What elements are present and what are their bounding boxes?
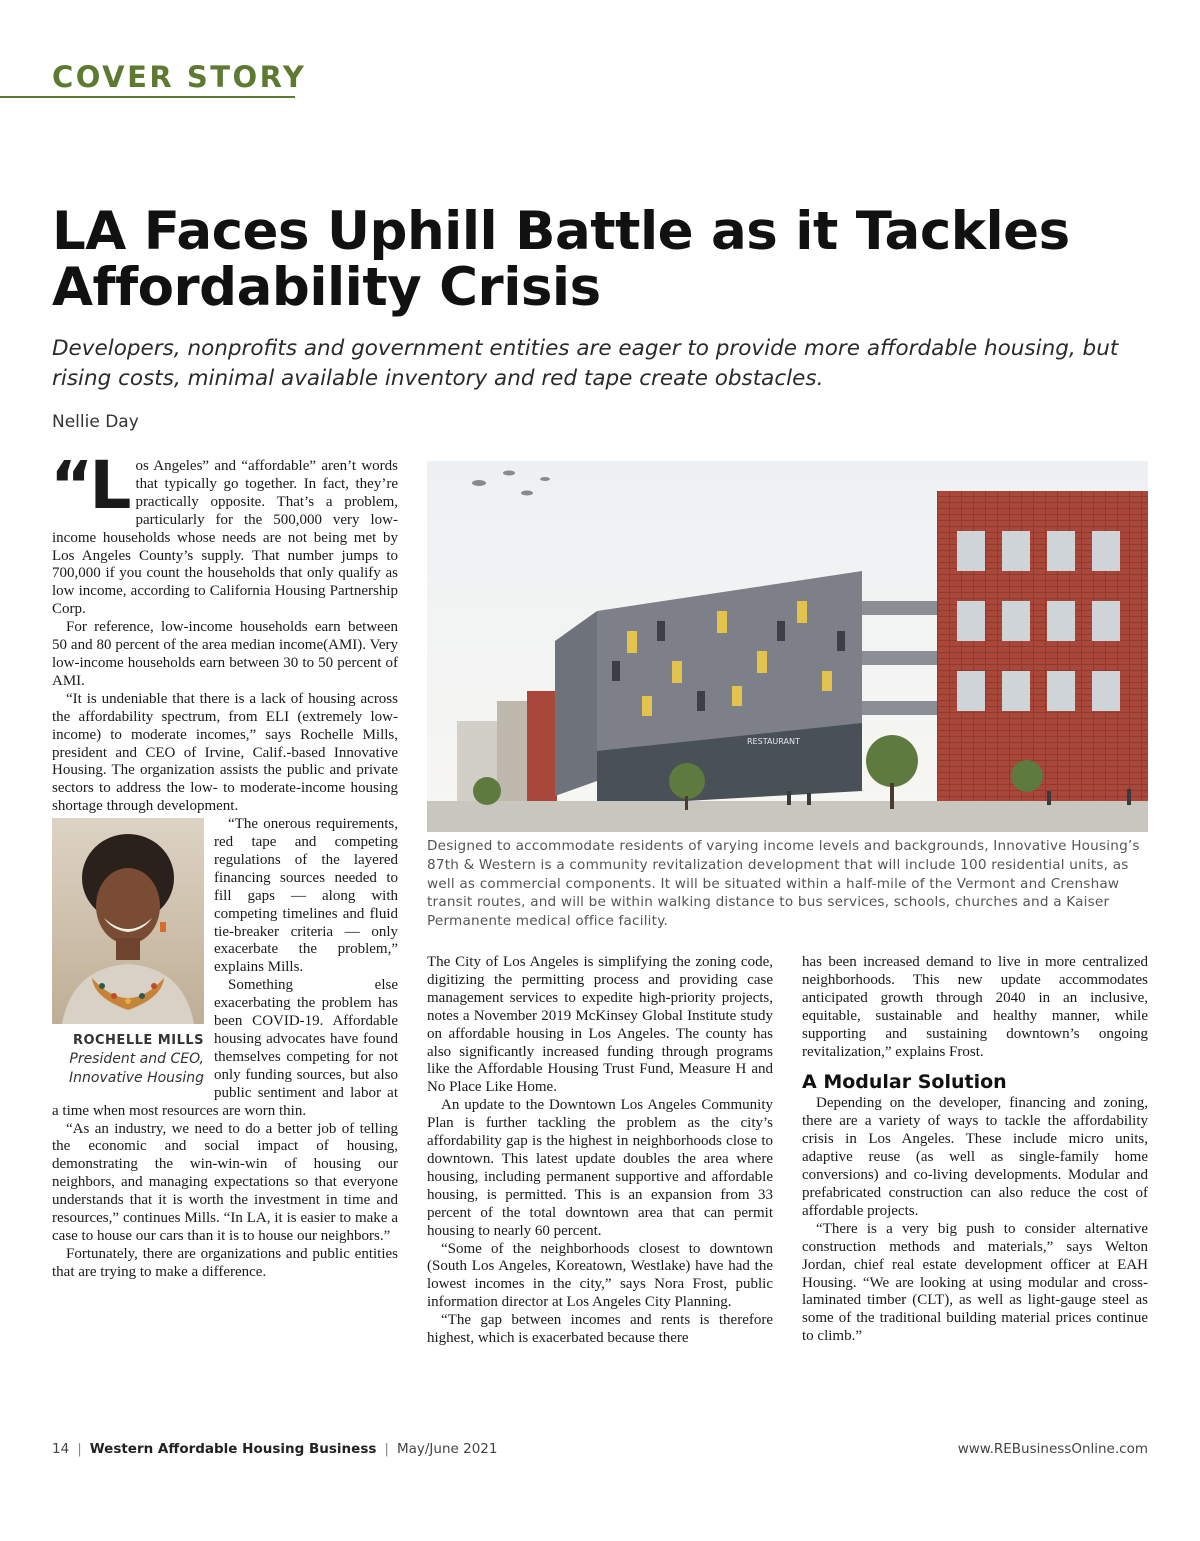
article-column-2: [427, 954, 773, 1348]
page-footer: [52, 1441, 1148, 1457]
paragraph: has been increased demand to live in more centralized neighborhoods. This new update accommodates anticipated growth through 2040 in an inclusive, equitable, sustainable and healthy manner, while supporting and sustaining downtown’s ongoing revitalization,” explains Frost.: [802, 954, 1148, 1060]
paragraph: Depending on the developer, financing and zoning, there are a variety of ways to tackle the affordability crisis in Los Angeles. These include micro units, adaptive reuse (as well as single-family home conversions) and co-living developments. Modular and prefabricated construction can also reduce the cost of affordable projects.: [802, 1095, 1148, 1219]
page-number: 14: [52, 1441, 70, 1457]
paragraph: “Some of the neighborhoods closest to downtown (South Los Angeles, Koreatown, Westlake) have had the lowest incomes in the city,” says Nora Frost, public information director at Los Angeles City Planning.: [427, 1240, 773, 1311]
portrait-caption-title: President and CEO,: [69, 1051, 204, 1068]
building-rendering-photo: [427, 461, 1148, 832]
paragraph: os Angeles” and “affordable” aren’t words that typically go together. In fact, they’re practically opposite. That’s a problem, particularly for the 500,000 very low-income households whose needs are not being met by Los Angeles County’s supply. That number jumps to 700,000 if you count the households that only qualify as low income, according to California Housing Partnership Corp.: [52, 458, 398, 618]
subhead: A Modular Solution: [802, 1071, 1007, 1094]
paragraph: An update to the Downtown Los Angeles Community Plan is further tackling the problem as the city’s affordability gap is the highest in neighborhoods close to downtown. This latest update doubles the area where housing, including permanent supportive and affordable housing, is permitted. This is an expansion from 33 percent of the total downtown area that can permit housing to nearly 60 percent.: [427, 1097, 773, 1239]
section-label: COVER STORY: [52, 60, 307, 94]
paragraph: “The gap between incomes and rents is therefore highest, which is exacerbated because there: [427, 1312, 773, 1347]
paragraph: Something else exacerbating the problem has been COVID-19. Affordable housing advocates have found themselves competing for not only funding sources, but also public sentiment and labor at a time when most resources are worn thin.: [52, 977, 398, 1119]
magazine-name: Western Affordable Housing Business: [89, 1441, 377, 1457]
footer-separator: |: [77, 1441, 82, 1457]
issue-date: May/June 2021: [396, 1441, 498, 1457]
paragraph: For reference, low-income households earn between 50 and 80 percent of the area median income(AMI). Very low-income households earn between 30 to 50 percent of AMI.: [52, 619, 398, 689]
photo-caption: Designed to accommodate residents of varying income levels and backgrounds, Innovative Housing’s 87th & Western is a community revitalization development that will include 100 residential units, as well as commercial components. It will be situated within a half-mile of the Vermont and Crenshaw transit routes, and will be within walking distance to bus services, schools, churches and a Kaiser Permanente medical office facility.: [427, 838, 1140, 930]
restaurant-sign: RESTAURANT: [747, 737, 800, 746]
paragraph: The City of Los Angeles is simplifying the zoning code, digitizing the permitting process and providing case management services to expedite high-priority projects, notes a November 2019 McKinsey Global Institute study on affordable housing in Los Angeles. The county has also significantly increased funding through programs like the Affordable Housing Trust Fund, Measure H and No Place Like Home.: [427, 954, 773, 1096]
dropcap: “L: [50, 447, 128, 524]
article-column-3: [802, 954, 1148, 1346]
portrait-caption-company: Innovative Housing: [69, 1070, 204, 1087]
portrait-photo: [52, 818, 204, 1024]
article-column-1: [50, 447, 398, 1282]
paragraph: “There is a very big push to consider alternative construction methods and materials,” says Welton Jordan, chief real estate development officer at EAH Housing. “We are looking at using modular and cross-laminated timber (CLT), as well as light-gauge steel as some of the traditional building material prices continue to climb.”: [802, 1220, 1148, 1345]
portrait-figure: [52, 818, 204, 1088]
paragraph: “It is undeniable that there is a lack of housing across the affordability spectrum, from ELI (extremely low-income) to moderate incomes,” says Rochelle Mills, president and CEO of Irvine, Calif.-based Innovative Housing. The organization assists the public and private sectors to address the low- to moderate-income housing shortage through development.: [52, 690, 398, 815]
footer-separator: |: [384, 1441, 389, 1457]
paragraph: “The onerous requirements, red tape and competing regulations of the layered financing sources needed to fill gaps — along with competing timelines and fluid tie-breaker criteria — only exacerbate the problem,” explains Mills.: [214, 816, 398, 976]
section-rule: [0, 96, 295, 98]
portrait-caption-name: ROCHELLE MILLS: [72, 1033, 204, 1049]
paragraph: “As an industry, we need to do a better job of telling the economic and social impact of housing, demonstrating the win-win-win of housing our neighbors, and managing expectations so that everyone understands that it is worth the investment in time and resources,” continues Mills. “In LA, it is easier to make a case to house our cars than it is to house our neighbors.”: [52, 1120, 398, 1244]
paragraph: Fortunately, there are organizations and public entities that are trying to make a difference.: [52, 1245, 398, 1280]
website-url: www.REBusinessOnline.com: [957, 1441, 1148, 1457]
headline: LA Faces Uphill Battle as it Tackles Affordability Crisis: [52, 201, 1070, 318]
byline: Nellie Day: [52, 412, 139, 432]
deck: Developers, nonprofits and government entities are eager to provide more affordable housing, but rising costs, minimal available inventory and red tape create obstacles.: [52, 336, 1119, 391]
